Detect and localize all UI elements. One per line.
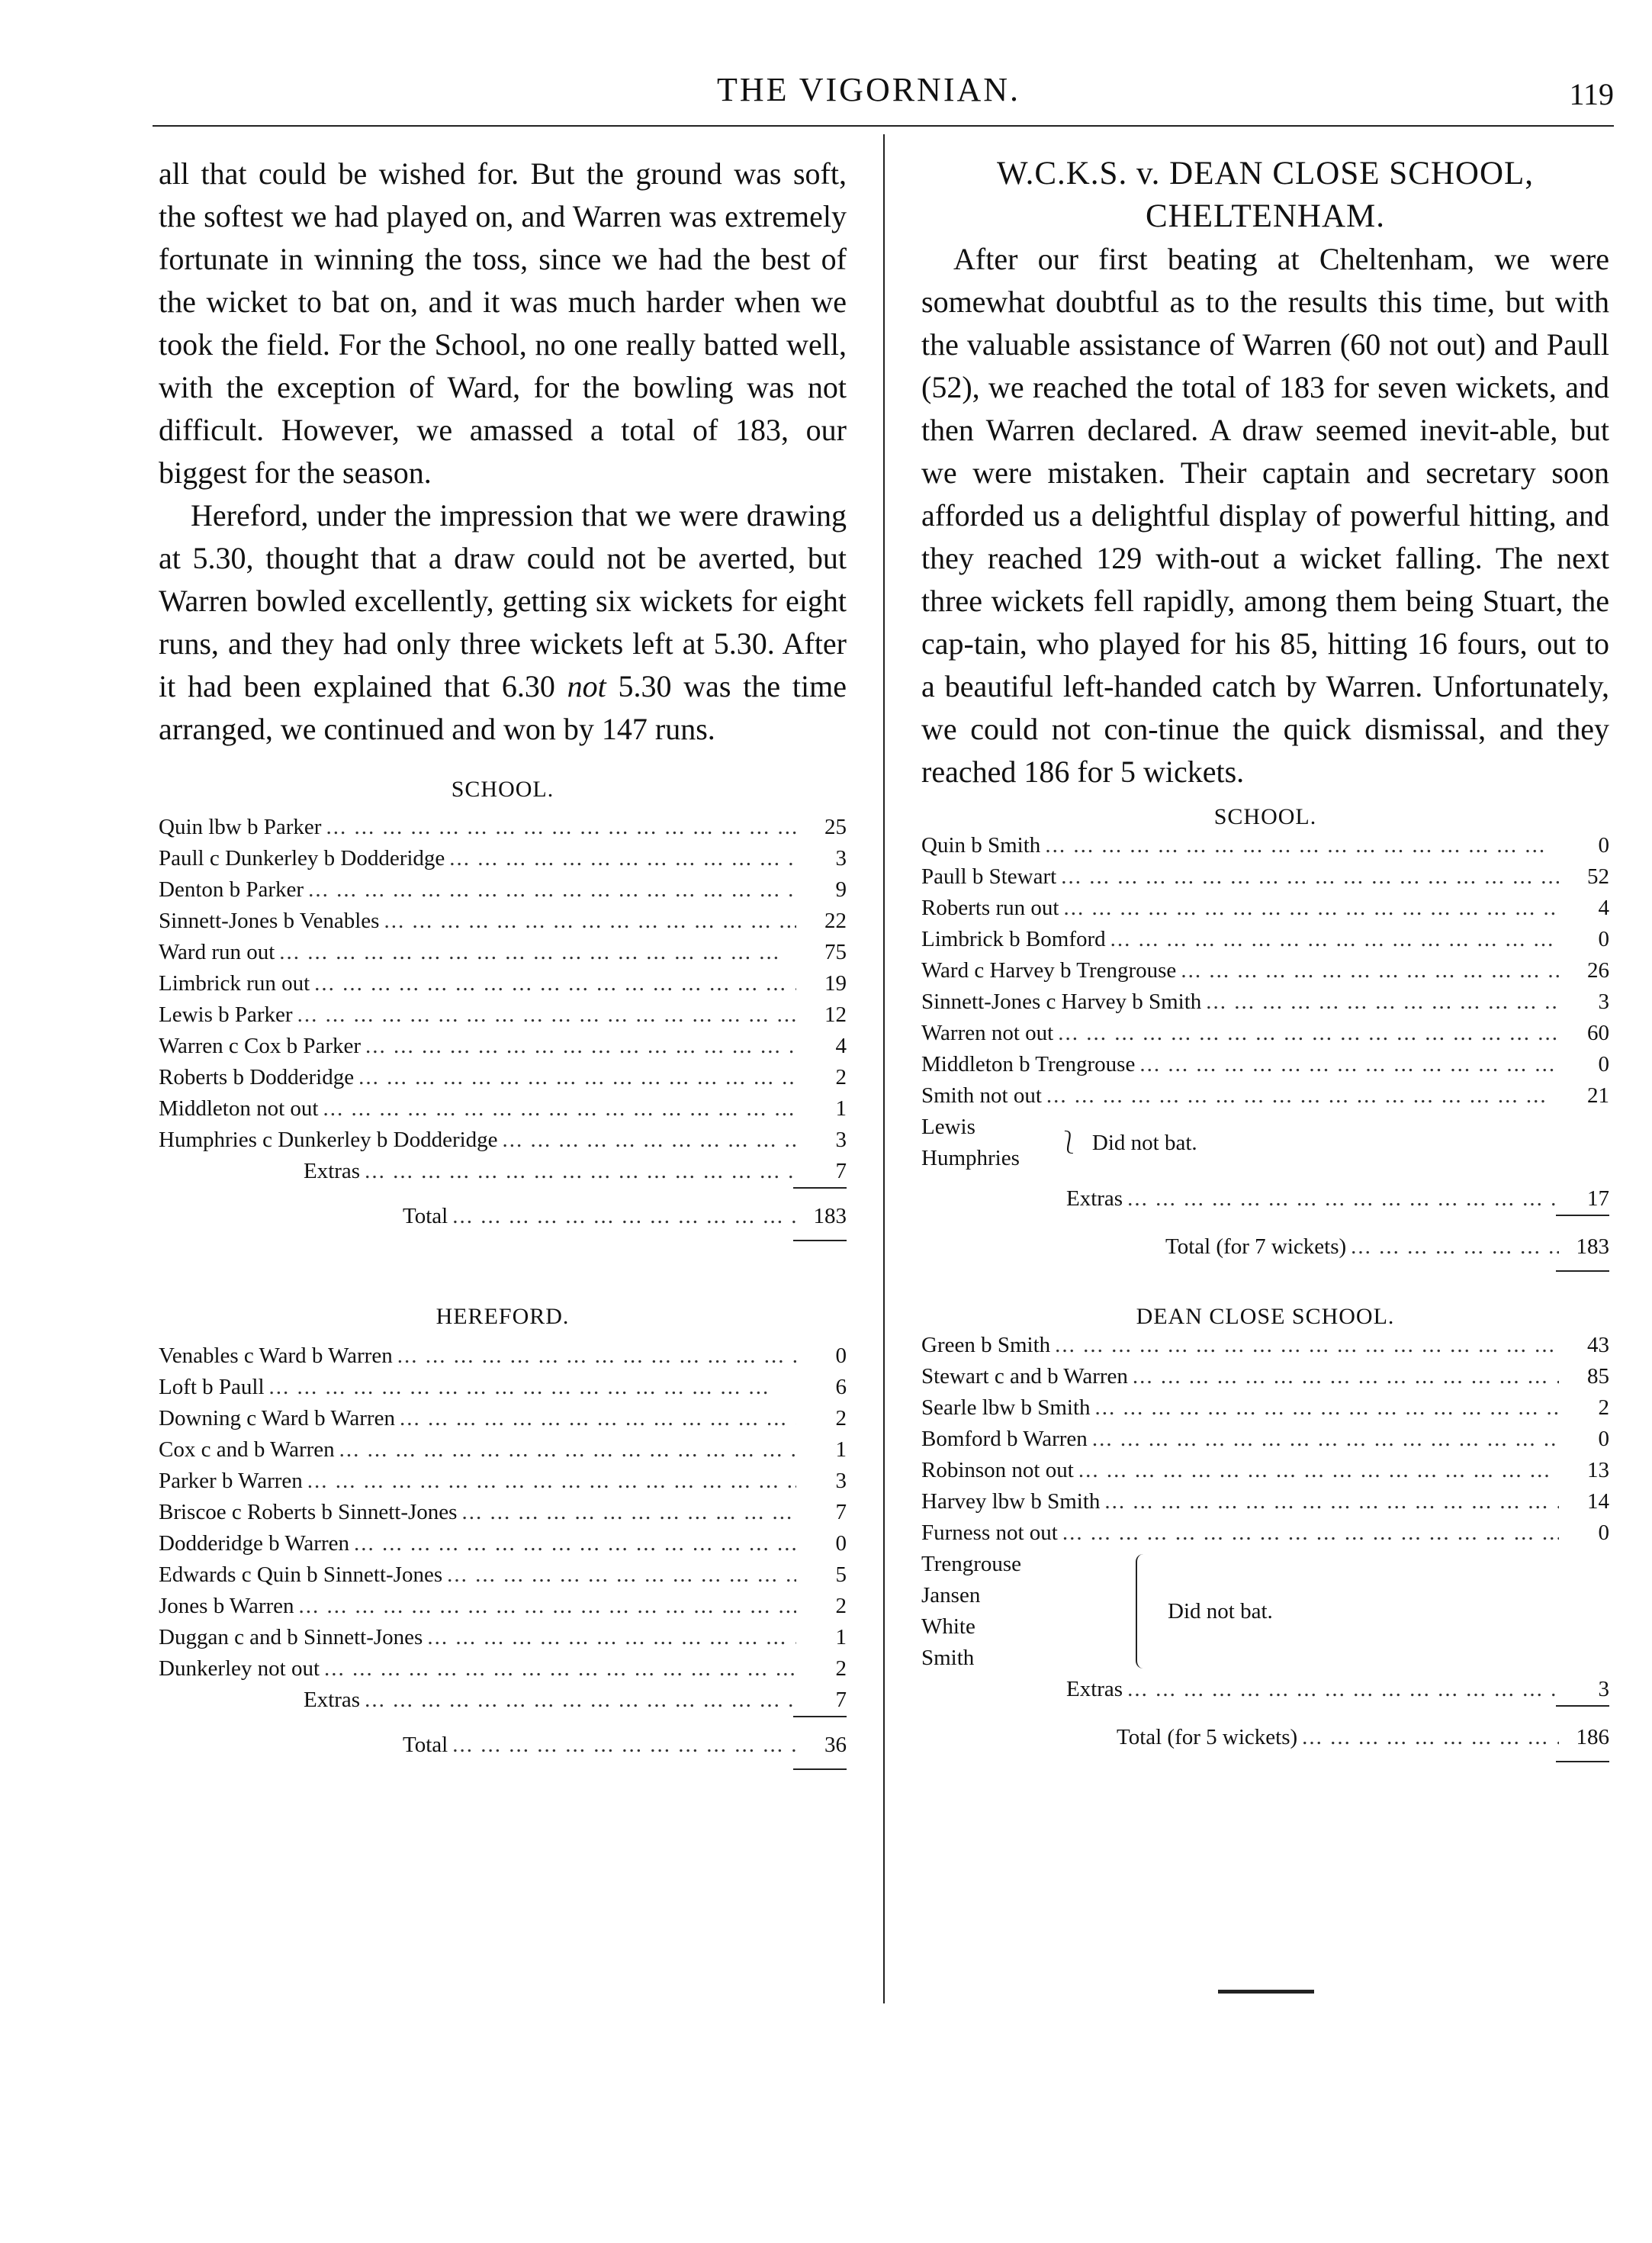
report-paragraph-2-part-a: Hereford, under the impression that we were drawing at 5.30, thought that a draw could not be averted, but Warren bowled excellently, getting six wickets for eight runs, and they had only three wickets left at 5.30. After it had been explained that 6.30 [159, 498, 847, 703]
batsman: Lewis b Parker [159, 1002, 293, 1027]
extras-row [921, 1183, 1609, 1215]
batsman: Paull c Dunkerley b Dodderidge [159, 846, 445, 870]
batsman: Middleton b Trengrouse [921, 1052, 1136, 1076]
sum-rule [1556, 1215, 1609, 1216]
match-report-paragraph: After our first beating at Cheltenham, we were somewhat doubtful as to the results this time, but with the valuable assistance of Warren (60 not out) and Paull (52), we reached the total of 183 for seven wickets, and then Warren declared. A draw seemed inevit-able, but we were mistaken. Their captain and secretary soon afforded us a delightful display of powerful hitting, and they reached 129 with-out a wicket falling. The next three wickets fell rapidly, among them being Stuart, the cap-tain, who played for his 85, hitting 16 fours, out to a beautiful left-handed catch by Warren. Unfortunately, we could not con-tinue the quick dismissal, and they reached 186 for 5 wickets. [921, 242, 1609, 789]
batsman: Quin lbw b Parker [159, 815, 322, 839]
header-rule [153, 125, 1614, 127]
runs: 1 [835, 1625, 847, 1649]
score-row [159, 1497, 847, 1528]
total-row [159, 1730, 847, 1761]
runs: 52 [1587, 864, 1609, 889]
runs: 60 [1587, 1021, 1609, 1045]
runs: 2 [835, 1594, 847, 1618]
did-not-bat-name: Humphries [921, 1146, 1020, 1170]
runs: 6 [835, 1375, 847, 1399]
total-runs: 186 [1576, 1725, 1609, 1749]
score-row [159, 999, 847, 1031]
runs: 2 [835, 1406, 847, 1430]
sum-rule [793, 1240, 847, 1241]
batsman: Roberts run out [921, 896, 1059, 920]
runs: 2 [835, 1065, 847, 1089]
batsman: Parker b Warren [159, 1469, 303, 1493]
score-row [159, 1434, 847, 1466]
did-not-bat-group [921, 1112, 1609, 1174]
batsman: Dodderidge b Warren [159, 1531, 349, 1556]
batsman: Stewart c and b Warren [921, 1364, 1128, 1389]
total-runs: 183 [813, 1204, 847, 1228]
total-label: Total (for 5 wickets) [1117, 1725, 1298, 1749]
score-row [921, 1517, 1609, 1549]
score-row [921, 955, 1609, 986]
batsman: Limbrick b Bomford [921, 927, 1106, 951]
runs: 19 [824, 971, 847, 996]
batsman: Limbrick run out [159, 971, 310, 996]
runs: 9 [835, 877, 847, 902]
score-row [921, 1392, 1609, 1424]
score-row [159, 1403, 847, 1434]
school-heading-1: SCHOOL. [451, 777, 554, 802]
runs: 75 [824, 940, 847, 964]
score-row [159, 906, 847, 937]
batsman: Sinnett-Jones c Harvey b Smith [921, 990, 1202, 1014]
score-row [159, 812, 847, 843]
runs: 13 [1587, 1458, 1609, 1482]
score-row [159, 1372, 847, 1403]
score-row [921, 1049, 1609, 1080]
score-row [159, 1466, 847, 1497]
report-paragraph-2 [159, 494, 847, 751]
total-runs: 183 [1576, 1234, 1609, 1259]
did-not-bat-name: Jansen [921, 1583, 981, 1607]
score-row [921, 830, 1609, 861]
score-row [159, 1559, 847, 1591]
score-row [159, 1653, 847, 1685]
did-not-bat-name: White [921, 1614, 975, 1639]
score-row [159, 1622, 847, 1653]
score-row [921, 861, 1609, 893]
runs: 0 [835, 1344, 847, 1368]
runs: 21 [1587, 1083, 1609, 1108]
runs: 85 [1587, 1364, 1609, 1389]
total-runs: 36 [824, 1733, 847, 1757]
batsman: Denton b Parker [159, 877, 304, 902]
batsman: Loft b Paull [159, 1375, 265, 1399]
total-label: Total (for 7 wickets) [1165, 1234, 1347, 1259]
sum-rule [793, 1187, 847, 1189]
school-scorecard-2 [921, 830, 1609, 1281]
brace [1136, 1554, 1151, 1669]
runs: 0 [835, 1531, 847, 1556]
total-row [921, 1722, 1609, 1753]
report-paragraph-2-part-b: 5.30 was the time arranged, we continued and won by 147 runs. [159, 669, 847, 746]
batsman: Quin b Smith [921, 833, 1041, 858]
did-not-bat-name: Lewis [921, 1115, 975, 1139]
score-row [159, 1125, 847, 1156]
runs: 4 [835, 1034, 847, 1058]
closing-rule [1218, 1990, 1314, 1994]
batsman: Venables c Ward b Warren [159, 1344, 393, 1368]
score-row [921, 924, 1609, 955]
batsman: Dunkerley not out [159, 1656, 320, 1681]
batsman: Duggan c and b Sinnett-Jones [159, 1625, 423, 1649]
runs: 3 [835, 1128, 847, 1152]
batsman: Harvey lbw b Smith [921, 1489, 1101, 1514]
score-row [159, 843, 847, 874]
report-paragraph-1: all that could be wished for. But the ground was soft, the softest we had played on, and Warren was extremely fortunate in winning the toss, since we had the best of the wicket to bat on, and it was much harder when we took the field. For the School, no one really batted well, with the exception of Ward, for the bowling was not difficult. However, we amassed a total of 183, our biggest for the season. [159, 156, 847, 490]
total-label: Total [403, 1204, 448, 1228]
batsman: Searle lbw b Smith [921, 1395, 1091, 1420]
score-row [159, 1093, 847, 1125]
school-heading-2: SCHOOL. [1213, 804, 1317, 829]
runs: 0 [1598, 927, 1609, 951]
page-number: 119 [1569, 77, 1614, 111]
sum-rule [793, 1716, 847, 1717]
score-row [921, 1424, 1609, 1455]
extras-runs: 7 [835, 1688, 847, 1712]
score-row [921, 1330, 1609, 1361]
runs: 14 [1587, 1489, 1609, 1514]
brace: ⎱ [1057, 1130, 1080, 1155]
did-not-bat-name: Trengrouse [921, 1552, 1022, 1576]
score-row [921, 893, 1609, 924]
runs: 1 [835, 1096, 847, 1121]
extras-row [921, 1674, 1609, 1705]
total-row [921, 1231, 1609, 1263]
batsman: Robinson not out [921, 1458, 1074, 1482]
batsman: Green b Smith [921, 1333, 1051, 1357]
batsman: Briscoe c Roberts b Sinnett-Jones [159, 1500, 458, 1524]
extras-label: Extras [1066, 1186, 1123, 1211]
runs: 3 [1598, 990, 1609, 1014]
batsman: Paull b Stewart [921, 864, 1057, 889]
runs: 0 [1598, 1521, 1609, 1545]
score-row [921, 1361, 1609, 1392]
batsman: Ward c Harvey b Trengrouse [921, 958, 1177, 983]
score-row [921, 986, 1609, 1018]
batsman: Downing c Ward b Warren [159, 1406, 395, 1430]
running-title: THE VIGORNIAN. [717, 71, 1021, 108]
score-row [921, 1080, 1609, 1112]
batsman: Sinnett-Jones b Venables [159, 909, 380, 933]
did-not-bat-label: Did not bat. [1091, 1130, 1197, 1155]
extras-runs: 7 [835, 1159, 847, 1183]
score-row [159, 968, 847, 999]
runs: 2 [835, 1656, 847, 1681]
sum-rule [1556, 1705, 1609, 1707]
right-column [921, 153, 1609, 1772]
batsman: Warren not out [921, 1021, 1054, 1045]
extras-runs: 17 [1587, 1186, 1609, 1211]
sum-rule [1556, 1270, 1609, 1272]
batsman: Warren c Cox b Parker [159, 1034, 362, 1058]
batsman: Humphries c Dunkerley b Dodderidge [159, 1128, 498, 1152]
extras-label: Extras [304, 1688, 361, 1712]
runs: 7 [835, 1500, 847, 1524]
did-not-bat-group [921, 1549, 1609, 1674]
runs: 5 [835, 1562, 847, 1587]
score-row [921, 1018, 1609, 1049]
score-row [159, 1340, 847, 1372]
dean-close-scorecard [921, 1330, 1609, 1772]
runs: 12 [824, 1002, 847, 1027]
score-row [159, 937, 847, 968]
batsman: Ward run out [159, 940, 275, 964]
score-row [159, 874, 847, 906]
score-row [921, 1455, 1609, 1486]
batsman: Furness not out [921, 1521, 1058, 1545]
match-title-line-1: W.C.K.S. v. DEAN CLOSE SCHOOL, [996, 156, 1535, 191]
score-row [159, 1031, 847, 1062]
emphasis-not: not [567, 669, 606, 703]
runs: 0 [1598, 1052, 1609, 1076]
score-row [159, 1528, 847, 1559]
total-label: Total [403, 1733, 448, 1757]
runs: 4 [1598, 896, 1609, 920]
runs: 1 [835, 1437, 847, 1462]
runs: 3 [835, 846, 847, 870]
batsman: Jones b Warren [159, 1594, 294, 1618]
match-title-line-2: CHELTENHAM. [1146, 198, 1385, 234]
school-scorecard-1 [159, 812, 847, 1250]
extras-row [159, 1156, 847, 1187]
hereford-scorecard [159, 1340, 847, 1779]
batsman: Edwards c Quin b Sinnett-Jones [159, 1562, 443, 1587]
runs: 22 [824, 909, 847, 933]
extras-row [159, 1685, 847, 1716]
score-row [159, 1591, 847, 1622]
runs: 25 [824, 815, 847, 839]
left-column [159, 153, 847, 1779]
runs: 3 [835, 1469, 847, 1493]
batsman: Bomford b Warren [921, 1427, 1088, 1451]
score-row [921, 1486, 1609, 1517]
extras-runs: 3 [1598, 1677, 1609, 1701]
batsman: Cox c and b Warren [159, 1437, 335, 1462]
runs: 0 [1598, 1427, 1609, 1451]
sum-rule [1556, 1761, 1609, 1762]
runs: 43 [1587, 1333, 1609, 1357]
extras-label: Extras [304, 1159, 361, 1183]
runs: 2 [1598, 1395, 1609, 1420]
runs: 26 [1587, 958, 1609, 983]
score-row [159, 1062, 847, 1093]
did-not-bat-label: Did not bat. [1168, 1598, 1273, 1624]
hereford-heading: HEREFORD. [435, 1304, 570, 1329]
sum-rule [793, 1768, 847, 1770]
dean-close-heading: DEAN CLOSE SCHOOL. [1136, 1304, 1395, 1329]
batsman: Middleton not out [159, 1096, 319, 1121]
batsman: Roberts b Dodderidge [159, 1065, 355, 1089]
extras-label: Extras [1066, 1677, 1123, 1701]
column-divider [883, 134, 885, 2003]
total-row [159, 1201, 847, 1232]
runs: 0 [1598, 833, 1609, 858]
page-header [153, 70, 1614, 125]
batsman: Smith not out [921, 1083, 1042, 1108]
did-not-bat-name: Smith [921, 1646, 975, 1670]
